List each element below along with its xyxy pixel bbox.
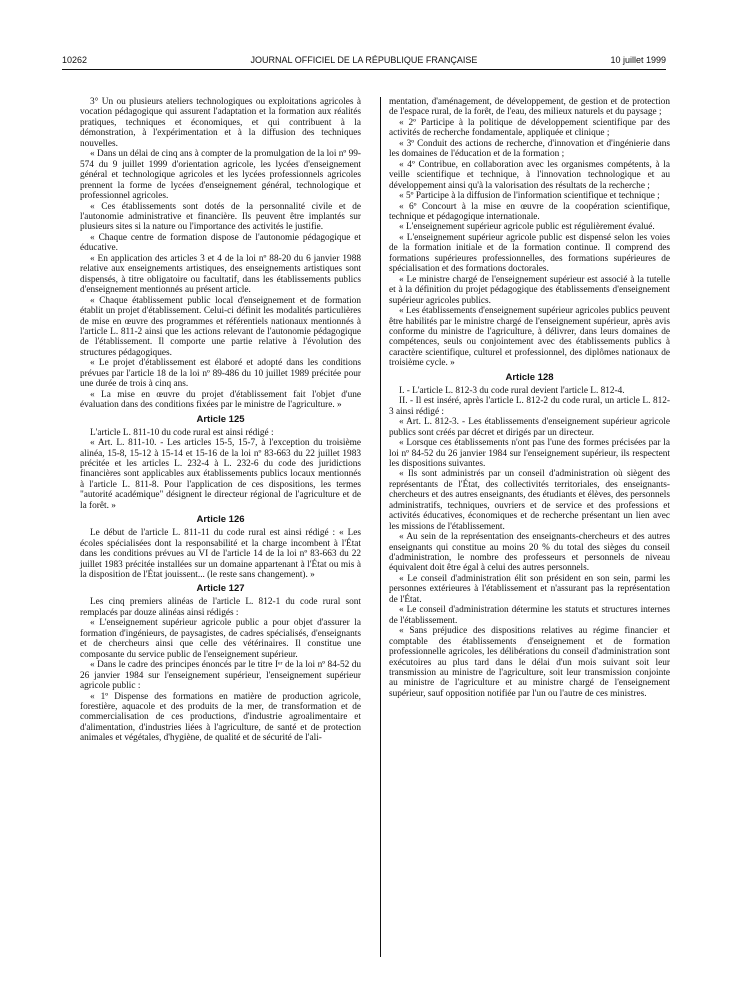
paragraph: « 4º Contribue, en collaboration avec les organismes compétents, à la veille scientifique et technique, à l'innovation technologique et au développement ainsi qu'à la valorisation des résultats de la recherche ; xyxy=(389,159,670,191)
paragraph: I. - L'article L. 812-3 du code rural devient l'article L. 812-4. xyxy=(399,385,625,396)
paragraph: « Ces établissements sont dotés de la personnalité civile et de l'autonomie administrative et financière. Ils peuvent être implantés sur plusieurs sites si la nature ou l'importance des activités le justifie. xyxy=(80,201,361,233)
paragraph: « Chaque établissement public local d'enseignement et de formation établit un projet d'établissement. Celui-ci définit les modalités particulières de mise en œuvre des programmes et référentiels nationaux mentionnés à l'article L. 811-2 ainsi que les actions relevant de l'autonomie pédagogique de l'établissement. Il comporte une partie relative à l'évolution des structures pédagogiques. xyxy=(80,295,361,358)
journal-title: JOURNAL OFFICIEL DE LA RÉPUBLIQUE FRANÇAISE xyxy=(250,55,478,65)
paragraph: « Sans préjudice des dispositions relatives au régime financier et comptable des établissements d'enseignement et de formation professionnelle agricoles, les délibérations du conseil d'administration sont exécutoires au plus tard dans le délai d'un mois suivant soit leur transmission au ministre de l'agriculture, soit leur transmission conjointe au ministre de l'agriculture et au ministre chargé de l'enseignement supérieur, sauf opposition notifiée par l'un ou l'autre de ces ministres. xyxy=(389,626,670,699)
paragraph: « 6º Concourt à la mise en œuvre de la coopération scientifique, technique et pédagogique internationale. xyxy=(389,201,670,222)
paragraph: « Le projet d'établissement est élaboré et adopté dans les conditions prévues par l'article 18 de la loi nº 89-486 du 10 juillet 1989 précitée pour une durée de trois à cinq ans. xyxy=(80,358,361,390)
paragraph: « La mise en œuvre du projet d'établissement fait l'objet d'une évaluation dans des conditions fixées par le ministre de l'agriculture. » xyxy=(80,389,361,411)
right-column xyxy=(389,97,670,699)
paragraph: L'article L. 811-10 du code rural est ainsi rédigé : xyxy=(90,427,274,438)
paragraph: mentation, d'aménagement, de développement, de gestion et de protection de l'espace rural, de la forêt, de l'eau, des milieux naturels et du paysage ; xyxy=(389,97,670,118)
paragraph: « 1º Dispense des formations en matière de production agricole, forestière, aquacole et des produits de la mer, de transformation et de commercialisation de ces productions, d'industrie agroalimentaire et d'alimentation, d'industries liées à l'agriculture, de santé et de protection animales et végétales, d'hygiène, de qualité et de sécurité de l'ali- xyxy=(80,691,361,744)
publication-date: 10 juillet 1999 xyxy=(610,55,666,65)
paragraph: « 2º Participe à la politique de développement scientifique par des activités de recherche fondamentale, appliquée et clinique ; xyxy=(389,117,670,139)
paragraph: « Lorsque ces établissements n'ont pas l'une des formes précisées par la loi nº 84-52 du 26 janvier 1984 sur l'enseignement supérieur, ils respectent les dispositions suivantes. xyxy=(389,438,670,469)
paragraph: « Chaque centre de formation dispose de l'autonomie pédagogique et éducative. xyxy=(80,232,361,254)
paragraph: « Dans le cadre des principes énoncés par le titre Iᵉʳ de la loi nº 84-52 du 26 janvier 1984 sur l'enseignement supérieur, l'enseignement supérieur agricole public : xyxy=(80,660,361,692)
paragraph: « Ils sont administrés par un conseil d'administration où siègent des représentants de l'État, des collectivités territoriales, des enseignants-chercheurs et des autres enseignants, des étudiants et élèves, des personnels administratifs, techniques, ouvriers et de service et des professions et activités éducatives, économiques et de recherche présentant un lien avec les missions de l'établissement. xyxy=(389,469,670,532)
paragraph: « Au sein de la représentation des enseignants-chercheurs et des autres enseignants qui constitue au moins 20 % du total des sièges du conseil d'administration, le nombre des professeurs et personnels de niveau équivalent doit être égal à celui des autres personnels. xyxy=(389,532,670,574)
paragraph: « En application des articles 3 et 4 de la loi nº 88-20 du 6 janvier 1988 relative aux enseignements artistiques, des enseignements artistiques sont dispensés, à titre obligatoire ou facultatif, dans les établissements publics d'enseignement mentionnés au présent article. xyxy=(80,253,361,296)
paragraph: 3° Un ou plusieurs ateliers technologiques ou exploitations agricoles à vocation pédagogique qui assurent l'adaptation et la formation aux réalités pratiques, techniques et économiques, et qui contribuent à la démonstration, à l'expérimentation et à la diffusion des techniques nouvelles. xyxy=(80,97,361,149)
left-column xyxy=(80,97,361,744)
paragraph: « L'enseignement supérieur agricole public est dispensé selon les voies de la formation initiale et de la formation continue. Il comprend des formations supérieures professionnelles, des formations supérieures de spécialisation et des formations doctorales. xyxy=(389,232,670,275)
paragraph: Les cinq premiers alinéas de l'article L. 812-1 du code rural sont remplacés par douze alinéas ainsi rédigés : xyxy=(80,597,361,618)
header-rule xyxy=(62,69,666,70)
paragraph: « Art. L. 812-3. - Les établissements d'enseignement supérieur agricole publics sont créés par décret et dirigés par un directeur. xyxy=(389,417,670,438)
paragraph: « L'enseignement supérieur agricole public a pour objet d'assurer la formation d'ingénieurs, de paysagistes, de cadres spécialisés, d'enseignants et de chercheurs ainsi que celle des vétérinaires. Il constitue une composante du service public de l'enseignement supérieur. xyxy=(80,618,361,660)
paragraph: « Le conseil d'administration détermine les statuts et structures internes de l'établissement. xyxy=(389,605,670,626)
page-header xyxy=(62,52,666,68)
paragraph: « Le conseil d'administration élit son président en son sein, parmi les personnes extérieures à l'établissement et n'assurant pas la représentation de l'État. xyxy=(389,573,670,605)
paragraph: « 3º Conduit des actions de recherche, d'innovation et d'ingénierie dans les domaines de l'éducation et de la formation ; xyxy=(389,138,670,160)
article-heading: Article 125 xyxy=(196,413,245,425)
paragraph: « Art. L. 811-10. - Les articles 15-5, 15-7, à l'exception du troisième alinéa, 15-8, 15-12 à 15-14 et 15-16 de la loi nº 83-663 du 22 juillet 1983 précitée et les articles L. 232-4 à L. 232-6 du code des juridictions financières sont applicables aux établissements publics locaux mentionnés à l'article L. 811-8. Pour l'application de ces dispositions, les termes "autorité académique" désignent le directeur régional de l'agriculture et de la forêt. » xyxy=(80,438,361,511)
column-separator xyxy=(380,97,381,957)
paragraph: Le début de l'article L. 811-11 du code rural est ainsi rédigé : « Les écoles spécialisées dont la responsabilité et la charge incombent à l'État dans les conditions prévues au VI de l'article 14 de la loi nº 83-663 du 22 juillet 1983 précitée installées sur un domaine appartenant à l'État ou mis à la disposition de l'État jouissent... (le reste sans changement). » xyxy=(80,528,361,581)
article-heading: Article 128 xyxy=(505,371,554,383)
paragraph: « Les établissements d'enseignement supérieur agricoles publics peuvent être habilités par le ministre chargé de l'enseignement supérieur, après avis conforme du ministre de l'agriculture, à délivrer, dans leurs domaines de compétences, seuls ou conjointement avec des établissements publics à caractère scientifique, culturel et professionnel, des diplômes nationaux de troisième cycle. » xyxy=(389,306,670,369)
paragraph: « Le ministre chargé de l'enseignement supérieur est associé à la tutelle et à la définition du projet pédagogique des établissements d'enseignement supérieur agricoles publics. xyxy=(389,274,670,306)
article-heading: Article 126 xyxy=(196,514,245,526)
paragraph: « Dans un délai de cinq ans à compter de la promulgation de la loi nº 99-574 du 9 juillet 1999 d'orientation agricole, les lycées d'enseignement général et technologique agricoles et les lycées professionnels agricoles prennent la forme de lycées d'enseignement général, technologique et professionnel agricoles. xyxy=(80,149,361,202)
page-number: 10262 xyxy=(62,55,88,65)
paragraph: « L'enseignement supérieur agricole public est régulièrement évalué. xyxy=(399,222,655,233)
article-heading: Article 127 xyxy=(196,583,245,595)
paragraph: II. - Il est inséré, après l'article L. 812-2 du code rural, un article L. 812-3 ainsi rédigé : xyxy=(389,396,670,417)
paragraph: « 5º Participe à la diffusion de l'information scientifique et technique ; xyxy=(399,191,660,202)
